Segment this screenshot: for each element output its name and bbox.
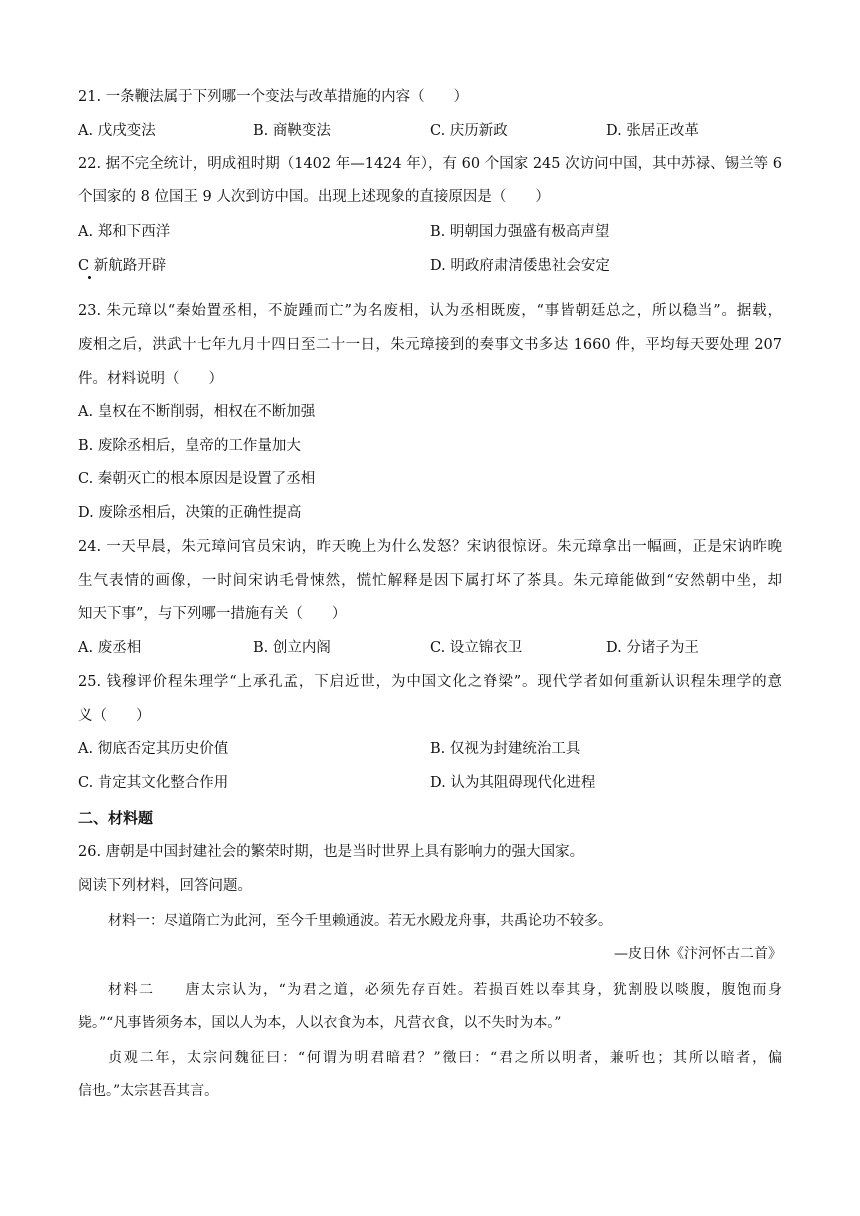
- question-25-stem-line2: 义（ ）: [78, 708, 151, 724]
- question-24-stem-line2: 生气表情的画像，一时间宋讷毛骨悚然，慌忙解释是因下属打坏了茶具。朱元璋能做到“安然朝中坐，却: [78, 573, 782, 589]
- question-25-option-c: C. 肯定其文化整合作用: [78, 775, 229, 791]
- question-25-option-a: A. 彻底否定其历史价值: [78, 741, 229, 757]
- question-21-option-c: C. 庆历新政: [430, 123, 508, 139]
- question-24-option-d: D. 分诸子为王: [606, 640, 699, 656]
- question-23-stem-line3: 件。材料说明（ ）: [78, 371, 223, 387]
- material-1-source: —皮日休《汴河怀古二首》: [614, 946, 782, 962]
- material-2-line1: 材料二 唐太宗认为，“为君之道，必须先存百姓。若损百姓以奉其身，犹割股以啖腹，腹饱而身: [108, 982, 782, 998]
- question-25-option-b: B. 仅视为封建统治工具: [430, 741, 581, 757]
- question-24-option-c: C. 设立锦衣卫: [430, 640, 523, 656]
- question-24-option-a: A. 废丞相: [78, 640, 142, 656]
- question-22-option-c: C 新航路开辟: [78, 258, 167, 274]
- question-21-option-a: A. 戊戌变法: [78, 123, 156, 139]
- question-22-stem-line2: 个国家的 8 位国王 9 人次到访中国。出现上述现象的直接原因是（ ）: [78, 189, 550, 205]
- question-23-option-a: A. 皇权在不断削弱，相权在不断加强: [78, 404, 316, 420]
- question-21-option-b: B. 商鞅变法: [253, 123, 331, 139]
- material-1-text: 材料一：尽道隋亡为此河，至今千里赖通波。若无水殿龙舟事，共禹论功不较多。: [108, 913, 612, 929]
- question-26-stem: 26. 唐朝是中国封建社会的繁荣时期，也是当时世界上具有影响力的强大国家。: [78, 844, 585, 860]
- question-21-option-d: D. 张居正改革: [606, 123, 699, 139]
- question-21-stem: 21. 一条鞭法属于下列哪一个变法与改革措施的内容（ ）: [78, 89, 469, 105]
- question-23-stem-line1: 23. 朱元璋以“秦始置丞相，不旋踵而亡”为名废相，认为丞相既废，“事皆朝廷总之，所以稳当”。据载，: [78, 303, 782, 319]
- material-2-line3: 贞观二年，太宗问魏征曰：“何谓为明君暗君？”徵曰：“君之所以明者，兼听也；其所以暗者，偏: [108, 1050, 782, 1066]
- question-24-stem-line3: 知天下事”，与下列哪一措施有关（ ）: [78, 606, 347, 622]
- question-23-option-b: B. 废除丞相后，皇帝的工作量加大: [78, 438, 301, 454]
- question-22-option-a: A. 郑和下西洋: [78, 224, 171, 240]
- question-24-option-b: B. 创立内阁: [253, 640, 331, 656]
- question-23-stem-line2: 废相之后，洪武十七年九月十四日至二十一日，朱元璋接到的奏事文书多达 1660 件，平均每天要处理 207: [78, 337, 782, 353]
- question-24-stem-line1: 24. 一天早晨，朱元璋问官员宋讷，昨天晚上为什么发怒？宋讷很惊讶。朱元璋拿出一幅画，正是宋讷昨晚: [78, 539, 782, 555]
- section-2-heading: 二、材料题: [78, 809, 154, 827]
- question-22-stem-line1: 22. 据不完全统计，明成祖时期（1402 年—1424 年），有 60 个国家 245 次访问中国，其中苏禄、锡兰等 6: [78, 156, 782, 172]
- question-26-instruction: 阅读下列材料，回答问题。: [78, 878, 252, 894]
- question-25-option-d: D. 认为其阻碍现代化进程: [430, 775, 596, 791]
- question-23-option-c: C. 秦朝灭亡的根本原因是设置了丞相: [78, 471, 316, 487]
- material-2-line2: 毙。”“凡事皆须务本，国以人为本，人以衣食为本，凡营衣食，以不失时为本。”: [78, 1015, 562, 1031]
- question-25-stem-line1: 25. 钱穆评价程朱理学“上承孔孟，下启近世，为中国文化之脊梁”。现代学者如何重新认识程朱理学的意: [78, 674, 782, 690]
- question-22-option-b: B. 明朝国力强盛有极高声望: [430, 224, 610, 240]
- material-2-line4: 信也。”太宗甚吾其言。: [78, 1083, 219, 1099]
- question-23-option-d: D. 废除丞相后，决策的正确性提高: [78, 505, 302, 521]
- stray-dot: [88, 276, 91, 279]
- question-22-option-d: D. 明政府肃清倭患社会安定: [430, 258, 610, 274]
